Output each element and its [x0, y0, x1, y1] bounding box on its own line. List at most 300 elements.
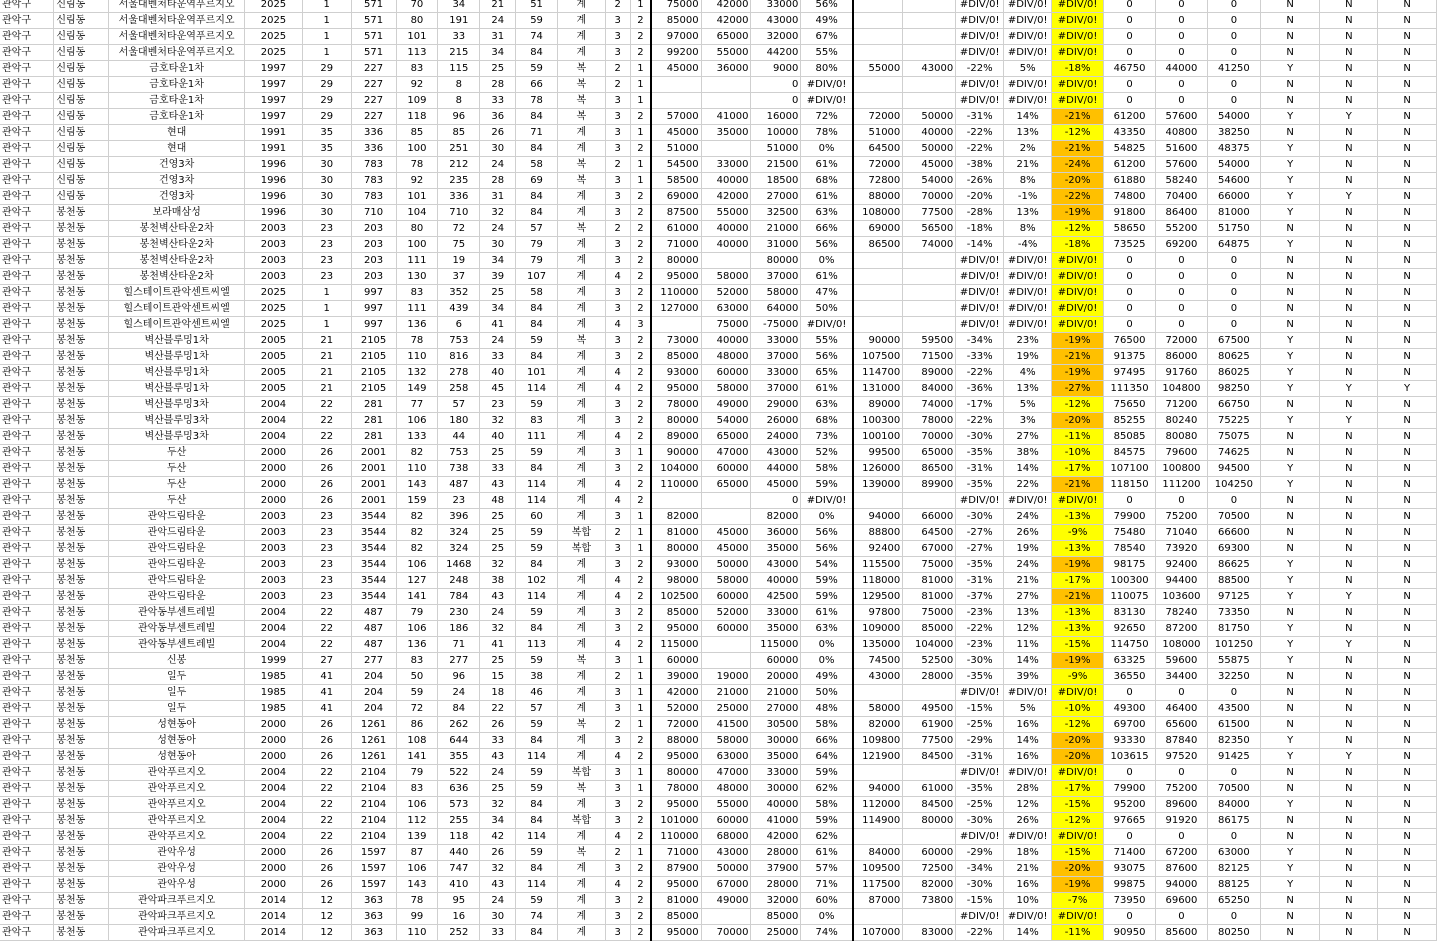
- cell[interactable]: 79: [396, 765, 438, 781]
- cell[interactable]: 관악파크푸르지오: [109, 909, 245, 925]
- cell[interactable]: 40000: [701, 221, 751, 237]
- cell[interactable]: 계: [557, 349, 605, 365]
- cell[interactable]: 35000: [751, 541, 801, 557]
- cell[interactable]: 8%: [1004, 221, 1052, 237]
- cell[interactable]: [903, 13, 956, 29]
- cell[interactable]: #DIV/0!: [956, 0, 1004, 13]
- cell[interactable]: 281: [351, 429, 396, 445]
- cell[interactable]: N: [1378, 525, 1437, 541]
- cell[interactable]: 43000: [751, 445, 801, 461]
- cell[interactable]: 82: [396, 525, 438, 541]
- cell[interactable]: 78540: [1104, 541, 1156, 557]
- cell[interactable]: 관악구: [0, 781, 54, 797]
- cell[interactable]: N: [1320, 301, 1378, 317]
- cell[interactable]: 3: [605, 925, 630, 941]
- cell[interactable]: 관악구: [0, 93, 54, 109]
- cell[interactable]: 3: [605, 445, 630, 461]
- cell[interactable]: 2014: [245, 925, 303, 941]
- cell[interactable]: 61880: [1104, 173, 1156, 189]
- cell[interactable]: #DIV/0!: [1052, 253, 1104, 269]
- cell[interactable]: N: [1260, 221, 1320, 237]
- cell[interactable]: N: [1320, 141, 1378, 157]
- cell[interactable]: 101250: [1207, 637, 1260, 653]
- cell[interactable]: N: [1260, 253, 1320, 269]
- cell[interactable]: 3: [605, 253, 630, 269]
- cell[interactable]: 99: [396, 909, 438, 925]
- cell[interactable]: 67200: [1156, 845, 1208, 861]
- cell[interactable]: 0: [1104, 829, 1156, 845]
- cell[interactable]: 71: [438, 637, 480, 653]
- cell[interactable]: 45000: [651, 125, 701, 141]
- cell[interactable]: 2105: [351, 381, 396, 397]
- cell[interactable]: 0: [1207, 685, 1260, 701]
- cell[interactable]: 0: [1156, 269, 1208, 285]
- cell[interactable]: [853, 765, 903, 781]
- cell[interactable]: 68%: [801, 413, 853, 429]
- cell[interactable]: 29: [302, 61, 351, 77]
- cell[interactable]: 0: [1104, 493, 1156, 509]
- cell[interactable]: 84500: [903, 797, 956, 813]
- cell[interactable]: N: [1378, 637, 1437, 653]
- cell[interactable]: 계: [557, 445, 605, 461]
- cell[interactable]: Y: [1260, 621, 1320, 637]
- cell[interactable]: -17%: [956, 397, 1004, 413]
- cell[interactable]: 81000: [651, 525, 701, 541]
- cell[interactable]: 봉천동: [54, 701, 109, 717]
- cell[interactable]: 계: [557, 749, 605, 765]
- cell[interactable]: N: [1260, 77, 1320, 93]
- cell[interactable]: -22%: [956, 141, 1004, 157]
- cell[interactable]: N: [1378, 573, 1437, 589]
- cell[interactable]: 93000: [651, 365, 701, 381]
- cell[interactable]: 0: [1207, 93, 1260, 109]
- cell[interactable]: 관악구: [0, 221, 54, 237]
- cell[interactable]: 0: [1207, 285, 1260, 301]
- cell[interactable]: 74800: [1104, 189, 1156, 205]
- cell[interactable]: N: [1378, 365, 1437, 381]
- cell[interactable]: 48000: [701, 349, 751, 365]
- cell[interactable]: 95200: [1104, 797, 1156, 813]
- cell[interactable]: N: [1320, 493, 1378, 509]
- cell[interactable]: 54%: [801, 557, 853, 573]
- cell[interactable]: 36550: [1104, 669, 1156, 685]
- cell[interactable]: 65000: [701, 429, 751, 445]
- cell[interactable]: N: [1260, 813, 1320, 829]
- cell[interactable]: 봉천동: [54, 205, 109, 221]
- cell[interactable]: #DIV/0!: [1004, 493, 1052, 509]
- cell[interactable]: 봉천동: [54, 301, 109, 317]
- cell[interactable]: 22: [302, 637, 351, 653]
- cell[interactable]: N: [1320, 237, 1378, 253]
- cell[interactable]: 42000: [701, 0, 751, 13]
- cell[interactable]: Y: [1260, 61, 1320, 77]
- cell[interactable]: 60000: [701, 813, 751, 829]
- cell[interactable]: 3: [605, 765, 630, 781]
- cell[interactable]: 2: [605, 77, 630, 93]
- cell[interactable]: N: [1320, 333, 1378, 349]
- cell[interactable]: 57600: [1156, 157, 1208, 173]
- cell[interactable]: 136: [396, 317, 438, 333]
- cell[interactable]: 64875: [1207, 237, 1260, 253]
- cell[interactable]: 87200: [1156, 621, 1208, 637]
- cell[interactable]: 235: [438, 173, 480, 189]
- cell[interactable]: 3: [605, 893, 630, 909]
- cell[interactable]: 132: [396, 365, 438, 381]
- cell[interactable]: 51000: [651, 141, 701, 157]
- cell[interactable]: 4: [605, 317, 630, 333]
- cell[interactable]: 2004: [245, 413, 303, 429]
- cell[interactable]: 78240: [1156, 605, 1208, 621]
- cell[interactable]: 95000: [651, 749, 701, 765]
- cell[interactable]: 80000: [903, 813, 956, 829]
- cell[interactable]: 107100: [1104, 461, 1156, 477]
- cell[interactable]: 58000: [751, 285, 801, 301]
- cell[interactable]: 봉천동: [54, 893, 109, 909]
- cell[interactable]: 30: [302, 157, 351, 173]
- cell[interactable]: 32: [480, 413, 516, 429]
- cell[interactable]: 573: [438, 797, 480, 813]
- cell[interactable]: 75000: [651, 0, 701, 13]
- cell[interactable]: 계: [557, 365, 605, 381]
- cell[interactable]: 43000: [853, 669, 903, 685]
- cell[interactable]: 44000: [1156, 61, 1208, 77]
- cell[interactable]: 복합: [557, 541, 605, 557]
- cell[interactable]: 80: [396, 221, 438, 237]
- cell[interactable]: 139: [396, 829, 438, 845]
- cell[interactable]: 68%: [801, 173, 853, 189]
- cell[interactable]: 59: [516, 445, 558, 461]
- cell[interactable]: 70000: [903, 189, 956, 205]
- cell[interactable]: [651, 77, 701, 93]
- cell[interactable]: 16%: [1004, 717, 1052, 733]
- cell[interactable]: 0: [1156, 0, 1208, 13]
- cell[interactable]: 2003: [245, 221, 303, 237]
- cell[interactable]: 신림동: [54, 61, 109, 77]
- cell[interactable]: 33: [480, 733, 516, 749]
- cell[interactable]: 58%: [801, 717, 853, 733]
- cell[interactable]: 95000: [651, 797, 701, 813]
- cell[interactable]: 77500: [903, 205, 956, 221]
- cell[interactable]: -11%: [1052, 925, 1104, 941]
- cell[interactable]: N: [1260, 0, 1320, 13]
- cell[interactable]: 59: [516, 653, 558, 669]
- cell[interactable]: 3: [605, 413, 630, 429]
- cell[interactable]: 관악구: [0, 861, 54, 877]
- cell[interactable]: 46750: [1104, 61, 1156, 77]
- cell[interactable]: 30: [480, 237, 516, 253]
- cell[interactable]: N: [1320, 477, 1378, 493]
- cell[interactable]: 336: [351, 141, 396, 157]
- cell[interactable]: #DIV/0!: [1052, 493, 1104, 509]
- cell[interactable]: 363: [351, 925, 396, 941]
- cell[interactable]: 0: [1207, 493, 1260, 509]
- cell[interactable]: #DIV/0!: [1004, 0, 1052, 13]
- cell[interactable]: 64%: [801, 749, 853, 765]
- cell[interactable]: 0: [1156, 45, 1208, 61]
- cell[interactable]: #DIV/0!: [956, 285, 1004, 301]
- cell[interactable]: N: [1378, 237, 1437, 253]
- cell[interactable]: 72800: [853, 173, 903, 189]
- cell[interactable]: -25%: [956, 797, 1004, 813]
- cell[interactable]: 3: [605, 909, 630, 925]
- cell[interactable]: 봉천동: [54, 397, 109, 413]
- cell[interactable]: 86500: [853, 237, 903, 253]
- cell[interactable]: -21%: [1052, 477, 1104, 493]
- cell[interactable]: 2: [630, 637, 651, 653]
- cell[interactable]: 121900: [853, 749, 903, 765]
- cell[interactable]: -35%: [956, 669, 1004, 685]
- cell[interactable]: N: [1320, 509, 1378, 525]
- cell[interactable]: N: [1320, 925, 1378, 941]
- cell[interactable]: 2005: [245, 333, 303, 349]
- cell[interactable]: 2: [630, 45, 651, 61]
- cell[interactable]: N: [1260, 397, 1320, 413]
- cell[interactable]: 2: [630, 749, 651, 765]
- cell[interactable]: -27%: [1052, 381, 1104, 397]
- cell[interactable]: 18: [480, 685, 516, 701]
- cell[interactable]: 1: [302, 13, 351, 29]
- cell[interactable]: 2: [630, 381, 651, 397]
- cell[interactable]: 2004: [245, 765, 303, 781]
- cell[interactable]: N: [1260, 269, 1320, 285]
- cell[interactable]: 22: [302, 797, 351, 813]
- cell[interactable]: #DIV/0!: [1004, 29, 1052, 45]
- cell[interactable]: 107500: [853, 349, 903, 365]
- cell[interactable]: 87500: [651, 205, 701, 221]
- cell[interactable]: 49000: [701, 397, 751, 413]
- cell[interactable]: 143: [396, 477, 438, 493]
- cell[interactable]: 26: [302, 861, 351, 877]
- cell[interactable]: 3544: [351, 573, 396, 589]
- cell[interactable]: 32500: [751, 205, 801, 221]
- cell[interactable]: 봉천동: [54, 365, 109, 381]
- cell[interactable]: 32: [480, 621, 516, 637]
- cell[interactable]: N: [1378, 157, 1437, 173]
- cell[interactable]: 75000: [903, 605, 956, 621]
- cell[interactable]: 100300: [1104, 573, 1156, 589]
- cell[interactable]: 0: [1207, 317, 1260, 333]
- cell[interactable]: 48000: [701, 781, 751, 797]
- cell[interactable]: 738: [438, 461, 480, 477]
- cell[interactable]: 0: [1104, 13, 1156, 29]
- cell[interactable]: 22: [302, 829, 351, 845]
- cell[interactable]: 2105: [351, 333, 396, 349]
- cell[interactable]: Y: [1260, 477, 1320, 493]
- cell[interactable]: 783: [351, 173, 396, 189]
- cell[interactable]: 37000: [751, 381, 801, 397]
- cell[interactable]: 3544: [351, 525, 396, 541]
- cell[interactable]: 60: [516, 509, 558, 525]
- cell[interactable]: 72: [396, 701, 438, 717]
- cell[interactable]: 성현동아: [109, 749, 245, 765]
- cell[interactable]: Y: [1260, 173, 1320, 189]
- cell[interactable]: 88800: [853, 525, 903, 541]
- cell[interactable]: 3544: [351, 509, 396, 525]
- cell[interactable]: 82: [396, 509, 438, 525]
- cell[interactable]: 65000: [903, 445, 956, 461]
- cell[interactable]: 204: [351, 685, 396, 701]
- cell[interactable]: 4: [605, 429, 630, 445]
- cell[interactable]: 21000: [751, 685, 801, 701]
- cell[interactable]: 3: [605, 733, 630, 749]
- cell[interactable]: 현대: [109, 141, 245, 157]
- cell[interactable]: 0: [1156, 13, 1208, 29]
- cell[interactable]: 3: [605, 141, 630, 157]
- cell[interactable]: 37: [438, 269, 480, 285]
- cell[interactable]: 관악구: [0, 173, 54, 189]
- cell[interactable]: 98175: [1104, 557, 1156, 573]
- cell[interactable]: Y: [1320, 381, 1378, 397]
- cell[interactable]: 봉천동: [54, 605, 109, 621]
- cell[interactable]: 신림동: [54, 141, 109, 157]
- cell[interactable]: 3: [605, 701, 630, 717]
- cell[interactable]: 40000: [903, 125, 956, 141]
- cell[interactable]: N: [1378, 781, 1437, 797]
- cell[interactable]: #DIV/0!: [1052, 301, 1104, 317]
- cell[interactable]: 2004: [245, 781, 303, 797]
- cell[interactable]: 25: [480, 61, 516, 77]
- cell[interactable]: 계: [557, 205, 605, 221]
- cell[interactable]: 28: [480, 173, 516, 189]
- cell[interactable]: 90950: [1104, 925, 1156, 941]
- cell[interactable]: 36000: [751, 525, 801, 541]
- cell[interactable]: 86000: [1156, 349, 1208, 365]
- cell[interactable]: Y: [1260, 861, 1320, 877]
- cell[interactable]: 봉천동: [54, 349, 109, 365]
- cell[interactable]: 1997: [245, 77, 303, 93]
- cell[interactable]: 24: [480, 605, 516, 621]
- cell[interactable]: #DIV/0!: [1004, 45, 1052, 61]
- cell[interactable]: #DIV/0!: [1004, 285, 1052, 301]
- cell[interactable]: 100100: [853, 429, 903, 445]
- cell[interactable]: 60000: [701, 589, 751, 605]
- cell[interactable]: 관악구: [0, 653, 54, 669]
- cell[interactable]: 2001: [351, 461, 396, 477]
- cell[interactable]: 관악우성: [109, 845, 245, 861]
- cell[interactable]: 95: [438, 893, 480, 909]
- cell[interactable]: N: [1378, 765, 1437, 781]
- cell[interactable]: 봉천동: [54, 285, 109, 301]
- cell[interactable]: 3: [605, 813, 630, 829]
- cell[interactable]: 1: [630, 77, 651, 93]
- cell[interactable]: 997: [351, 285, 396, 301]
- cell[interactable]: 21: [302, 381, 351, 397]
- cell[interactable]: N: [1378, 461, 1437, 477]
- cell[interactable]: 27%: [1004, 589, 1052, 605]
- cell[interactable]: 관악구: [0, 141, 54, 157]
- cell[interactable]: 계: [557, 29, 605, 45]
- cell[interactable]: 72%: [801, 109, 853, 125]
- cell[interactable]: 90000: [651, 445, 701, 461]
- cell[interactable]: 봉천동: [54, 813, 109, 829]
- cell[interactable]: 82000: [651, 509, 701, 525]
- cell[interactable]: 82: [396, 445, 438, 461]
- cell[interactable]: 363: [351, 909, 396, 925]
- cell[interactable]: 33: [480, 349, 516, 365]
- cell[interactable]: 19%: [1004, 541, 1052, 557]
- cell[interactable]: 1597: [351, 877, 396, 893]
- cell[interactable]: 22: [302, 605, 351, 621]
- cell[interactable]: 80250: [1207, 925, 1260, 941]
- cell[interactable]: [903, 269, 956, 285]
- cell[interactable]: N: [1260, 669, 1320, 685]
- cell[interactable]: N: [1320, 557, 1378, 573]
- cell[interactable]: 신림동: [54, 109, 109, 125]
- cell[interactable]: 73525: [1104, 237, 1156, 253]
- cell[interactable]: -12%: [1052, 125, 1104, 141]
- cell[interactable]: Y: [1260, 141, 1320, 157]
- cell[interactable]: 0: [1156, 301, 1208, 317]
- cell[interactable]: 3: [630, 317, 651, 333]
- cell[interactable]: 48%: [801, 701, 853, 717]
- cell[interactable]: 0: [1156, 77, 1208, 93]
- cell[interactable]: 26: [302, 493, 351, 509]
- cell[interactable]: N: [1260, 541, 1320, 557]
- cell[interactable]: 67000: [701, 877, 751, 893]
- cell[interactable]: 0: [1207, 301, 1260, 317]
- cell[interactable]: 28000: [903, 669, 956, 685]
- cell[interactable]: 2001: [351, 477, 396, 493]
- cell[interactable]: 85000: [651, 605, 701, 621]
- cell[interactable]: 82350: [1207, 733, 1260, 749]
- cell[interactable]: 2: [630, 189, 651, 205]
- cell[interactable]: Y: [1260, 109, 1320, 125]
- cell[interactable]: 계: [557, 397, 605, 413]
- cell[interactable]: -13%: [1052, 621, 1104, 637]
- cell[interactable]: 49500: [903, 701, 956, 717]
- cell[interactable]: 99500: [853, 445, 903, 461]
- cell[interactable]: -15%: [1052, 797, 1104, 813]
- cell[interactable]: 102: [516, 573, 558, 589]
- cell[interactable]: 계: [557, 45, 605, 61]
- cell[interactable]: 71000: [651, 845, 701, 861]
- cell[interactable]: 1985: [245, 685, 303, 701]
- cell[interactable]: 41000: [751, 813, 801, 829]
- cell[interactable]: 2003: [245, 269, 303, 285]
- cell[interactable]: -33%: [956, 349, 1004, 365]
- cell[interactable]: 355: [438, 749, 480, 765]
- cell[interactable]: 42000: [701, 13, 751, 29]
- cell[interactable]: 2004: [245, 829, 303, 845]
- cell[interactable]: 10%: [1004, 893, 1052, 909]
- cell[interactable]: 80000: [751, 253, 801, 269]
- cell[interactable]: 104000: [651, 461, 701, 477]
- cell[interactable]: 59: [516, 605, 558, 621]
- cell[interactable]: 59: [516, 893, 558, 909]
- cell[interactable]: 관악드림타운: [109, 525, 245, 541]
- cell[interactable]: 89000: [853, 397, 903, 413]
- cell[interactable]: 22%: [1004, 477, 1052, 493]
- cell[interactable]: 100: [396, 237, 438, 253]
- cell[interactable]: 114: [516, 877, 558, 893]
- cell[interactable]: 37000: [751, 269, 801, 285]
- cell[interactable]: 0%: [801, 141, 853, 157]
- cell[interactable]: 관악구: [0, 333, 54, 349]
- cell[interactable]: [853, 253, 903, 269]
- cell[interactable]: 1997: [245, 93, 303, 109]
- cell[interactable]: 복: [557, 157, 605, 173]
- cell[interactable]: 3: [605, 557, 630, 573]
- cell[interactable]: 97800: [853, 605, 903, 621]
- cell[interactable]: 41: [480, 637, 516, 653]
- cell[interactable]: N: [1320, 765, 1378, 781]
- cell[interactable]: Y: [1260, 653, 1320, 669]
- cell[interactable]: 25: [480, 445, 516, 461]
- cell[interactable]: 2: [630, 397, 651, 413]
- cell[interactable]: 23: [302, 509, 351, 525]
- cell[interactable]: 89900: [903, 477, 956, 493]
- cell[interactable]: 봉천동: [54, 829, 109, 845]
